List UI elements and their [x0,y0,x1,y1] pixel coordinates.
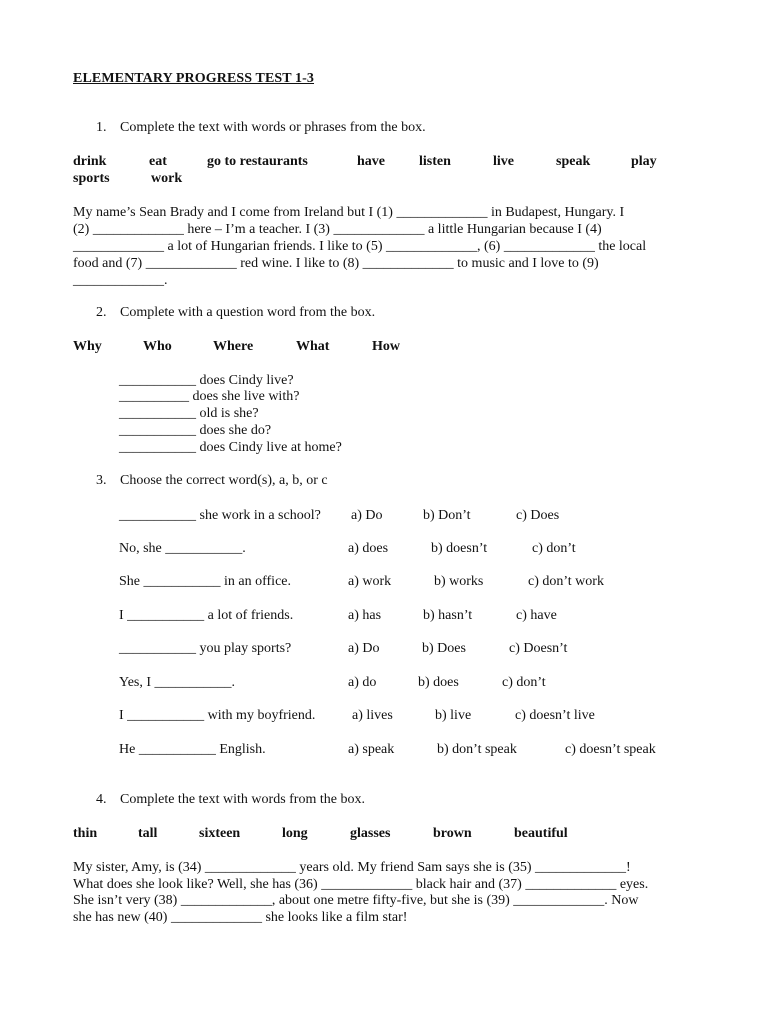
section-2-heading [96,304,375,321]
text-line: food and (7) _____________ red wine. I like to (8) _____________ to music and I love to (9) [73,256,599,271]
choice-b: b) doesn’t [431,541,488,556]
choice-b: b) Does [422,641,466,656]
choice-a: a) do [348,675,377,690]
word-box-item: listen [419,154,451,169]
question-line: ___________ does Cindy live? [119,373,294,388]
choice-b: b) hasn’t [423,608,473,623]
choice-c: c) have [516,608,557,623]
choice-a: a) has [348,608,382,623]
question-line: ___________ old is she? [119,406,259,421]
choice-c: c) don’t [532,541,576,556]
choice-question: He ___________ English. [119,742,266,757]
choice-question: ___________ you play sports? [119,641,292,656]
text-line: (2) _____________ here – I’m a teacher. I (3) _____________ a little Hungarian because I (4) [73,222,602,237]
choice-question: I ___________ with my boyfriend. [119,708,316,723]
word-box-item: What [296,339,330,354]
text-line: My sister, Amy, is (34) _____________ years old. My friend Sam says she is (35) _____________! [73,860,631,875]
choice-question: ___________ she work in a school? [119,508,321,523]
word-box-item: glasses [350,826,391,841]
choice-c: c) don’t [502,675,546,690]
word-box-item: sports [73,171,110,186]
word-box-item: long [282,826,308,841]
choice-b: b) live [435,708,472,723]
choice-c: c) Does [516,508,560,523]
word-box-item: brown [433,826,472,841]
choice-b: b) Don’t [423,508,471,523]
word-box-item: beautiful [514,826,568,841]
word-box-item: Why [73,339,102,354]
question-line: ___________ does she do? [119,423,272,438]
choice-b: b) does [418,675,459,690]
page-title: ELEMENTARY PROGRESS TEST 1-3 [73,71,315,86]
text-line: My name’s Sean Brady and I come from Ireland but I (1) _____________ in Budapest, Hungary. I [73,205,625,220]
choice-b: b) don’t speak [437,742,517,757]
choice-c: c) doesn’t live [515,708,595,723]
word-box-item: tall [138,826,158,841]
section-4-heading [96,791,365,808]
word-box-item: go to restaurants [207,154,308,169]
choice-question: She ___________ in an office. [119,574,291,589]
word-box-item: sixteen [199,826,241,841]
word-box-item: thin [73,826,98,841]
word-box-item: Who [143,339,172,354]
section-number: 4. [96,792,107,807]
section-instruction: Complete with a question word from the box. [120,305,376,320]
choice-c: c) doesn’t speak [565,742,656,757]
word-box-item: drink [73,154,107,169]
text-line: What does she look like? Well, she has (36) _____________ black hair and (37) _____________ eyes. [73,877,649,892]
choice-a: a) does [348,541,389,556]
word-box-item: work [151,171,183,186]
choice-b: b) works [434,574,484,589]
word-box-item: eat [149,154,167,169]
section-number: 2. [96,305,107,320]
text-line: She isn’t very (38) _____________, about one metre fifty-five, but she is (39) _____________. Now [73,893,639,908]
section-number: 3. [96,473,107,488]
choice-a: a) Do [351,508,383,523]
section-instruction: Choose the correct word(s), a, b, or c [120,473,328,488]
choice-question: Yes, I ___________. [119,675,236,690]
choice-question: No, she ___________. [119,541,246,556]
section-1-heading [96,119,426,136]
section-number: 1. [96,120,107,135]
word-box-item: have [357,154,385,169]
word-box-item: How [372,339,400,354]
section-instruction: Complete the text with words or phrases from the box. [120,120,426,135]
word-box-item: speak [556,154,591,169]
text-line: _____________ a lot of Hungarian friends. I like to (5) _____________, (6) _____________ the local [73,239,647,254]
text-line: _____________. [73,273,168,288]
choice-c: c) Doesn’t [509,641,568,656]
choice-a: a) work [348,574,392,589]
choice-a: a) lives [352,708,393,723]
choice-c: c) don’t work [528,574,604,589]
choice-a: a) speak [348,742,395,757]
section-3-heading [96,472,328,489]
question-line: __________ does she live with? [119,389,300,404]
question-line: ___________ does Cindy live at home? [119,440,342,455]
choice-a: a) Do [348,641,380,656]
choice-question: I ___________ a lot of friends. [119,608,294,623]
word-box-item: play [631,154,657,169]
section-instruction: Complete the text with words from the box. [120,792,365,807]
word-box-item: Where [213,339,254,354]
word-box-item: live [493,154,514,169]
text-line: she has new (40) _____________ she looks like a film star! [73,910,408,925]
